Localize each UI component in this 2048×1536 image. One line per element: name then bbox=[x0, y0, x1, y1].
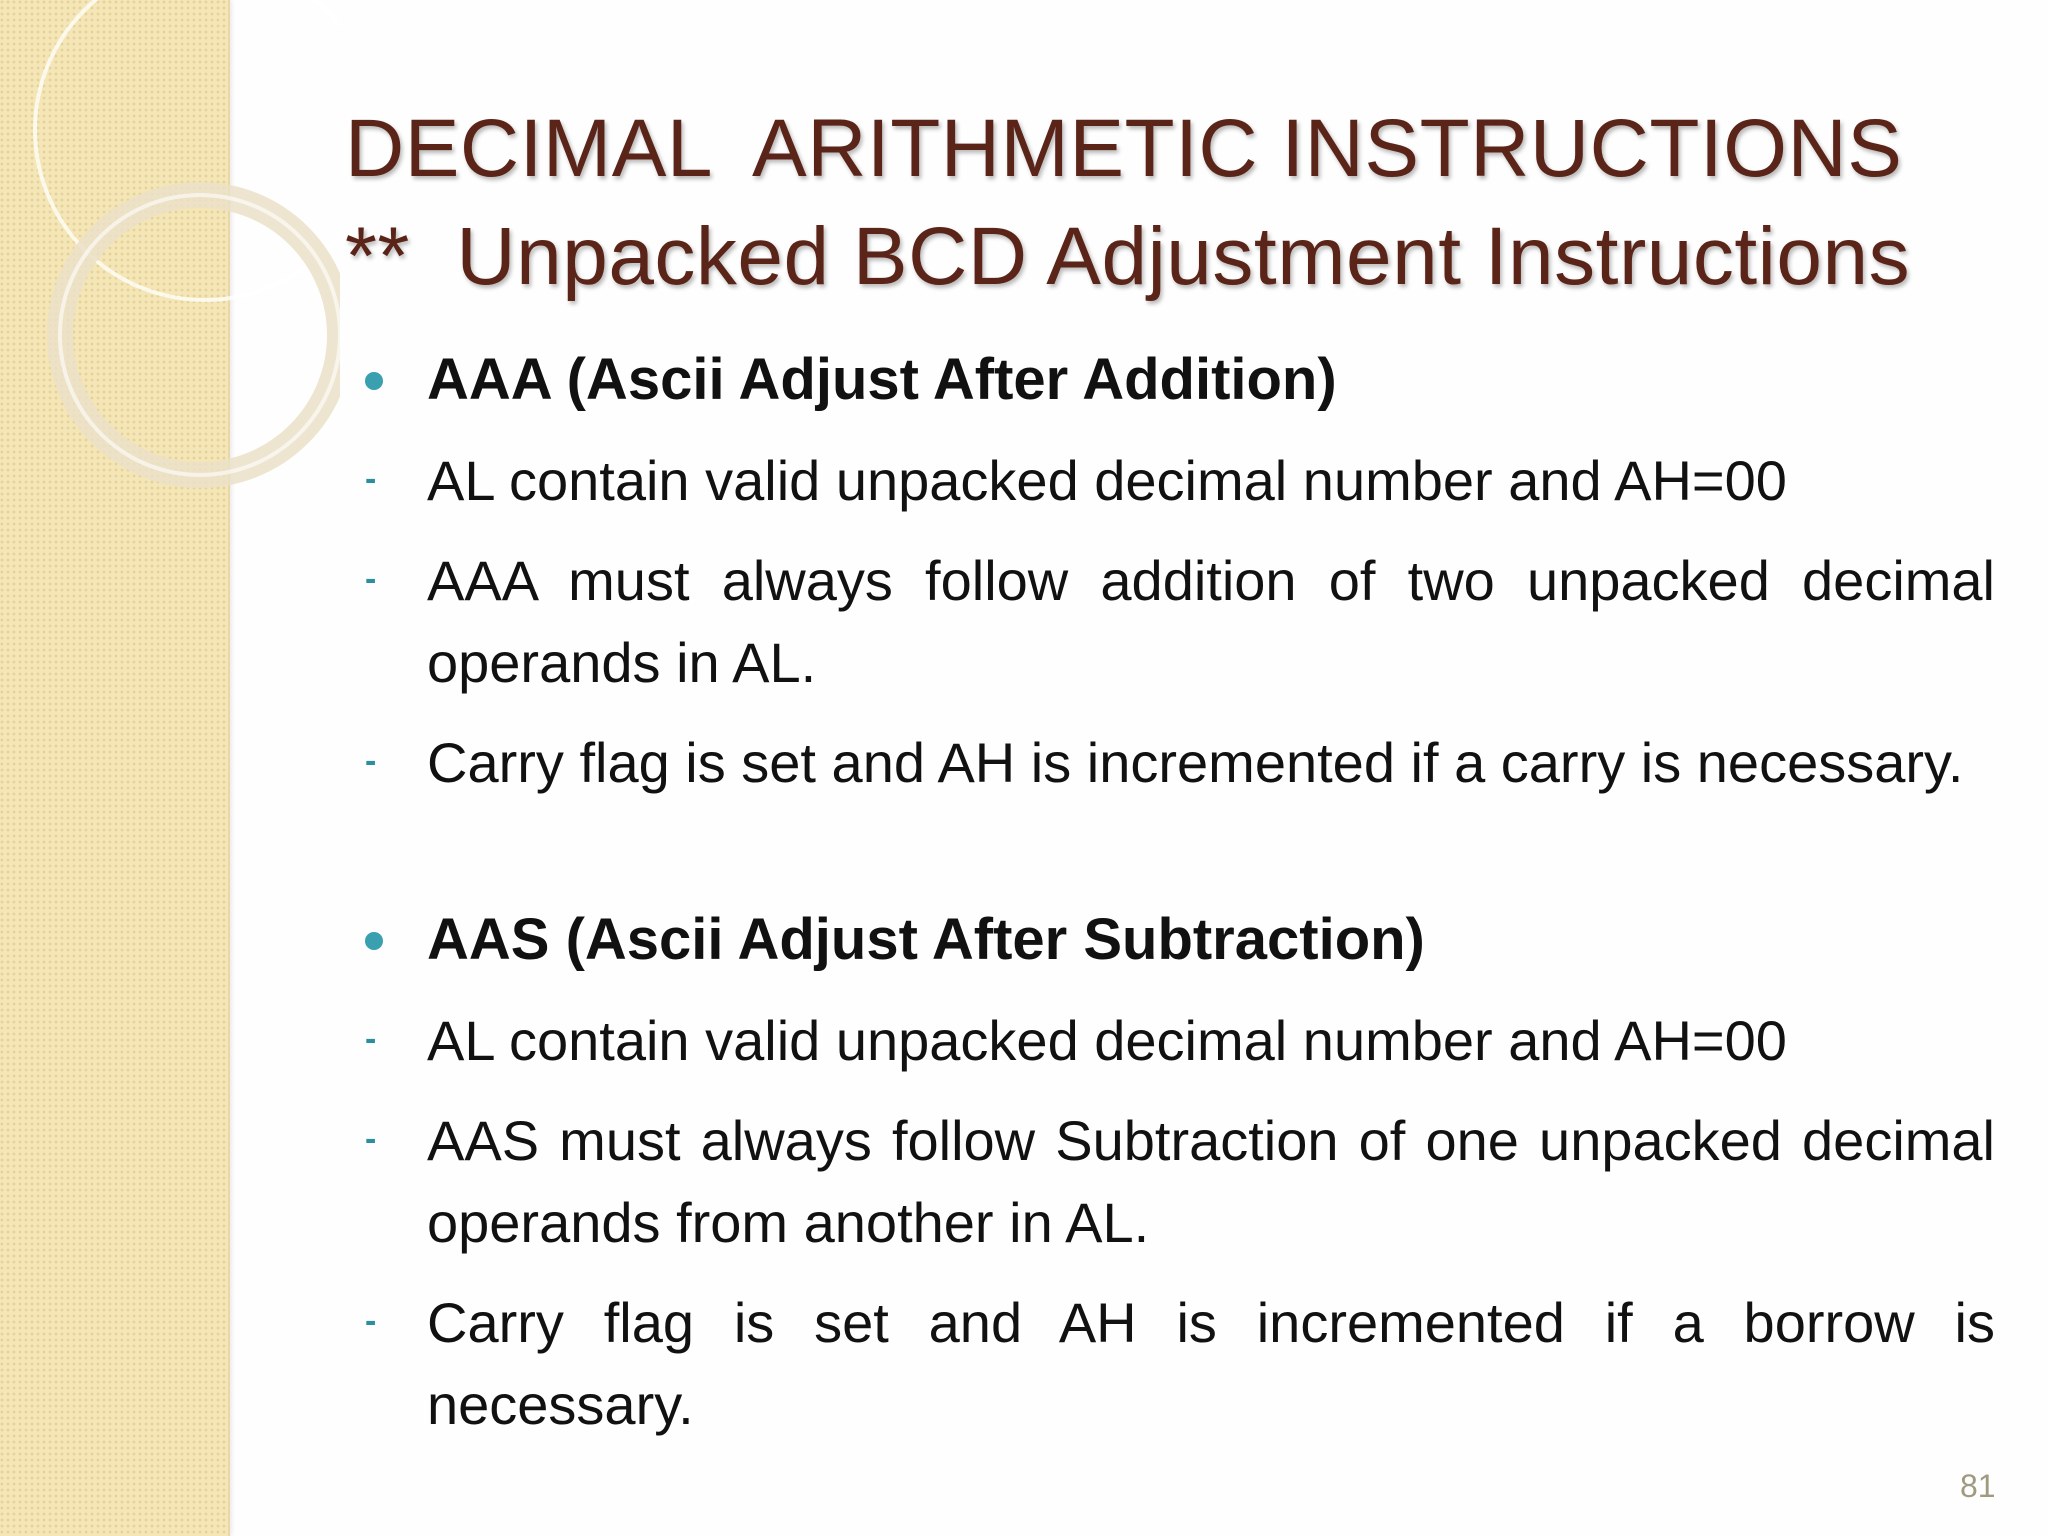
side-band-edge bbox=[228, 0, 230, 1536]
list-item-text: AAS must always follow Subtraction of one unpacked decimal operands from another in AL. bbox=[427, 1109, 1995, 1254]
title-line-1: DECIMAL ARITHMETIC INSTRUCTIONS bbox=[345, 103, 1903, 194]
page-number: 81 bbox=[1960, 1468, 1996, 1504]
decorative-side-band bbox=[0, 0, 230, 1536]
bullet-dot-icon bbox=[365, 932, 383, 950]
title-line-2: ** Unpacked BCD Adjustment Instructions bbox=[345, 211, 1911, 302]
dash-marker-icon: - bbox=[365, 1020, 377, 1058]
slide-title bbox=[345, 95, 1985, 311]
section-heading: AAA (Ascii Adjust After Addition) bbox=[427, 347, 1337, 412]
dash-marker-icon: - bbox=[365, 1120, 377, 1158]
list-item-text: Carry flag is set and AH is incremented if a carry is necessary. bbox=[427, 731, 1964, 794]
list-item-text: Carry flag is set and AH is incremented if a borrow is necessary. bbox=[427, 1291, 1995, 1436]
dash-marker-icon: - bbox=[365, 560, 377, 598]
list-item-text: AAA must always follow addition of two unpacked decimal operands in AL. bbox=[427, 549, 1995, 694]
list-item-text: AL contain valid unpacked decimal number and AH=00 bbox=[427, 1009, 1787, 1072]
bullet-dot-icon bbox=[365, 372, 383, 390]
list-item-text: AL contain valid unpacked decimal number and AH=00 bbox=[427, 449, 1787, 512]
dash-marker-icon: - bbox=[365, 1302, 377, 1340]
section-heading: AAS (Ascii Adjust After Subtraction) bbox=[427, 907, 1425, 972]
dash-marker-icon: - bbox=[365, 460, 377, 498]
dash-marker-icon: - bbox=[365, 742, 377, 780]
